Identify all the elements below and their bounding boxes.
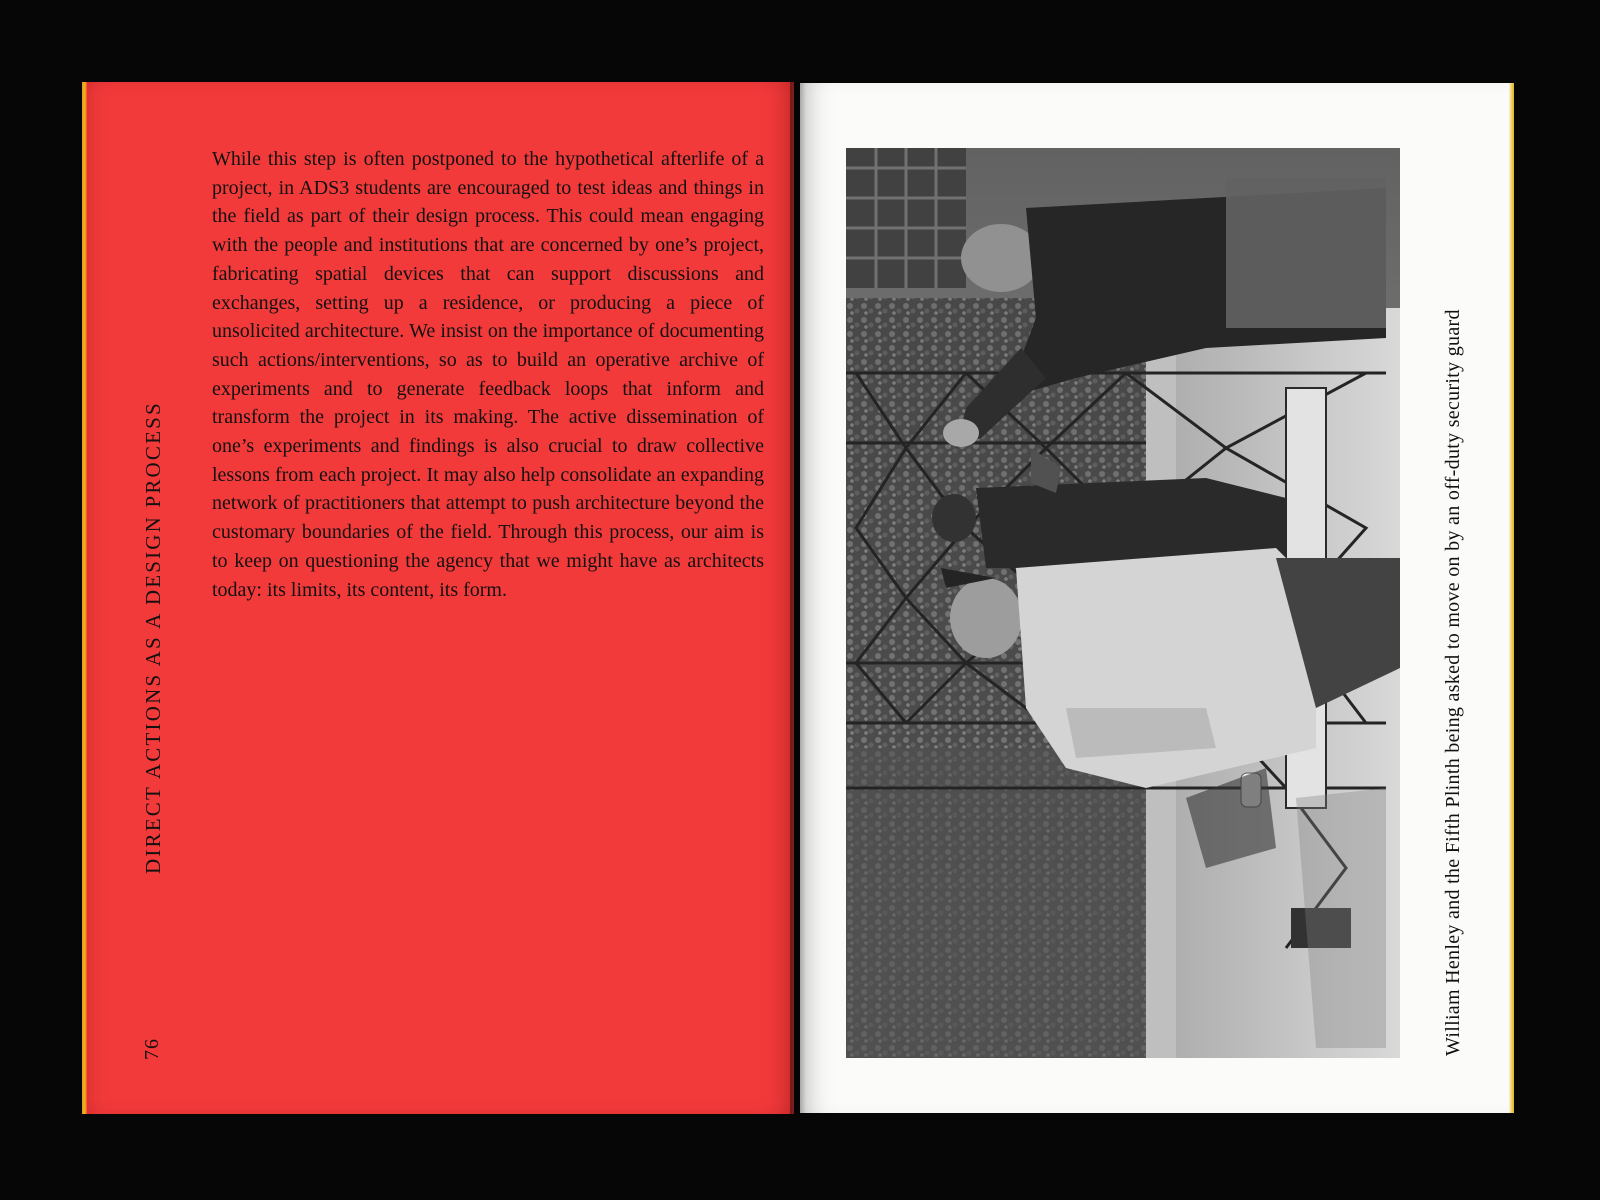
running-head: DIRECT ACTIONS AS A DESIGN PROCESS: [141, 401, 165, 874]
page-number: 76: [141, 1038, 163, 1060]
photograph-illustration: [846, 148, 1400, 1058]
gutter-shadow: [790, 82, 806, 1114]
left-page-edge: [82, 82, 87, 1114]
body-paragraph: While this step is often postponed to the hypothetical afterlife of a project, in ADS3 students are encouraged to test ideas and things in the field as part of their design process. This could mean engaging with the people and institutions that are concerned by one’s project, fabricating spatial devices that can support discussions and exchanges, setting up a residence, or producing a piece of unsolicited architecture. We insist on the importance of documenting such actions/interventions, so as to build an operative archive of experiments and to generate feedback loops that inform and transform the project in its making. The active dissemination of one’s experiments and findings is also crucial to draw collective lessons from each project. It may also help consolidate an expanding network of practitioners that attempt to push architecture beyond the customary boundaries of the field. Through this process, our aim is to keep on questioning the agency that we might have as architects today: its limits, its content, its form.: [212, 148, 764, 601]
photograph: [846, 148, 1400, 1058]
right-page-edge: [1509, 83, 1514, 1113]
photo-caption: William Henley and the Fifth Plinth being asked to move on by an off-duty security guard: [1442, 309, 1464, 1056]
